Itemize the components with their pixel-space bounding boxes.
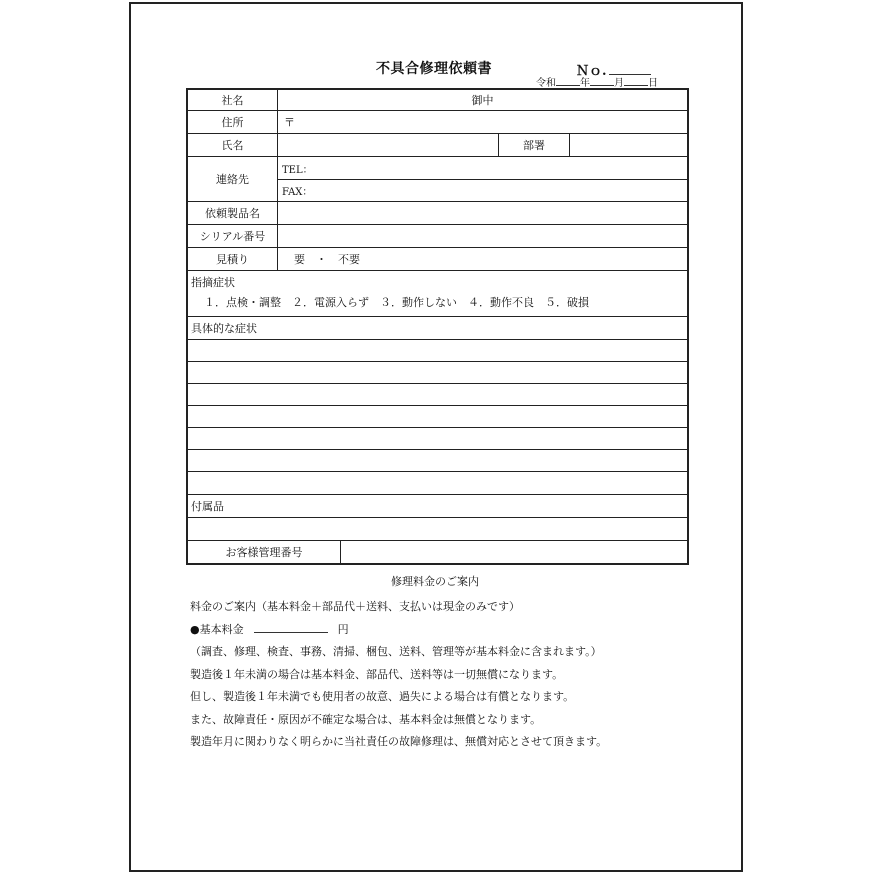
customer-number-row [186, 541, 689, 565]
company-row [186, 88, 689, 111]
dept-field[interactable] [570, 134, 687, 156]
accessories-label: 付属品 [191, 500, 224, 513]
company-field[interactable] [278, 90, 687, 110]
serial-field[interactable] [278, 225, 687, 247]
accessories-row [186, 495, 689, 518]
tel-field[interactable] [278, 157, 687, 179]
company-suffix: 御中 [471, 94, 494, 107]
detail-line[interactable] [186, 340, 689, 362]
address-label: 住所 [188, 111, 278, 133]
address-field[interactable] [278, 111, 687, 133]
base-fee-blank[interactable] [254, 622, 328, 633]
year-label: 年 [580, 78, 590, 89]
product-label: 依頼製品名 [188, 202, 278, 224]
base-fee-unit: 円 [337, 622, 349, 636]
fee-notes [190, 574, 690, 754]
symptom-options[interactable]: １．点検・調整 ２．電源入らず ３．動作しない ４．動作不良 ５．破損 [204, 296, 589, 309]
fee-note-line: 製造年月に関わりなく明らかに当社責任の故障修理は、無償対応とさせて頂きます。 [190, 735, 608, 748]
detail-line[interactable] [186, 428, 689, 450]
base-fee-line [190, 619, 690, 642]
month-label: 月 [614, 78, 624, 89]
tel-label: TEL： [282, 164, 313, 176]
name-label: 氏名 [188, 134, 278, 156]
detail-line[interactable] [186, 384, 689, 406]
document-title: 不具合修理依頼書 [376, 61, 492, 77]
detail-line[interactable] [186, 362, 689, 384]
symptom-row [186, 271, 689, 317]
postal-mark: 〒 [284, 116, 295, 129]
serial-row [186, 225, 689, 248]
customer-number-field[interactable] [341, 541, 687, 563]
product-field[interactable] [278, 202, 687, 224]
fee-heading: 修理料金のご案内 [391, 575, 479, 588]
number-label: Ｎｏ. [576, 64, 607, 79]
dept-label: 部署 [499, 134, 570, 156]
detail-line[interactable] [186, 406, 689, 428]
estimate-label: 見積り [188, 248, 278, 270]
base-fee-label: ●基本料金 [190, 622, 244, 636]
detail-row [186, 317, 689, 340]
detail-line[interactable] [186, 472, 689, 495]
symptom-label: 指摘症状 [191, 276, 235, 289]
fax-label: FAX： [282, 187, 313, 198]
fee-note-line: また、故障責任・原因が不確定な場合は、基本料金は無償となります。 [190, 712, 542, 726]
fee-intro: 料金のご案内（基本料金＋部品代＋送料、支払いは現金のみです） [190, 600, 520, 613]
era-label: 令和 [536, 78, 556, 89]
detail-label: 具体的な症状 [191, 322, 257, 335]
date-line [536, 74, 658, 89]
customer-number-label: お客様管理番号 [188, 541, 341, 563]
fax-field[interactable] [278, 179, 687, 201]
estimate-options[interactable]: 要 ・ 不要 [294, 253, 360, 266]
fee-note-line: 但し、製造後１年未満でも使用者の故意、過失による場合は有償となります。 [190, 690, 575, 703]
estimate-row [186, 248, 689, 271]
company-label: 社名 [188, 90, 278, 110]
contact-row [186, 157, 689, 202]
day-blank [624, 76, 648, 86]
serial-label: シリアル番号 [188, 225, 278, 247]
contact-label: 連絡先 [188, 157, 278, 201]
product-row [186, 202, 689, 225]
name-field[interactable] [278, 134, 499, 156]
address-row [186, 111, 689, 134]
contact-fields [278, 157, 687, 201]
year-blank [556, 76, 580, 86]
day-label: 日 [648, 78, 658, 89]
fee-note-line: （調査、修理、検査、事務、清掃、梱包、送料、管理等が基本料金に含まれます。） [190, 645, 602, 658]
month-blank [590, 76, 614, 86]
accessories-line[interactable] [186, 518, 689, 541]
request-form [186, 88, 689, 565]
detail-line[interactable] [186, 450, 689, 472]
fee-note-line: 製造後１年未満の場合は基本料金、部品代、送料等は一切無償になります。 [190, 667, 564, 681]
name-row [186, 134, 689, 157]
